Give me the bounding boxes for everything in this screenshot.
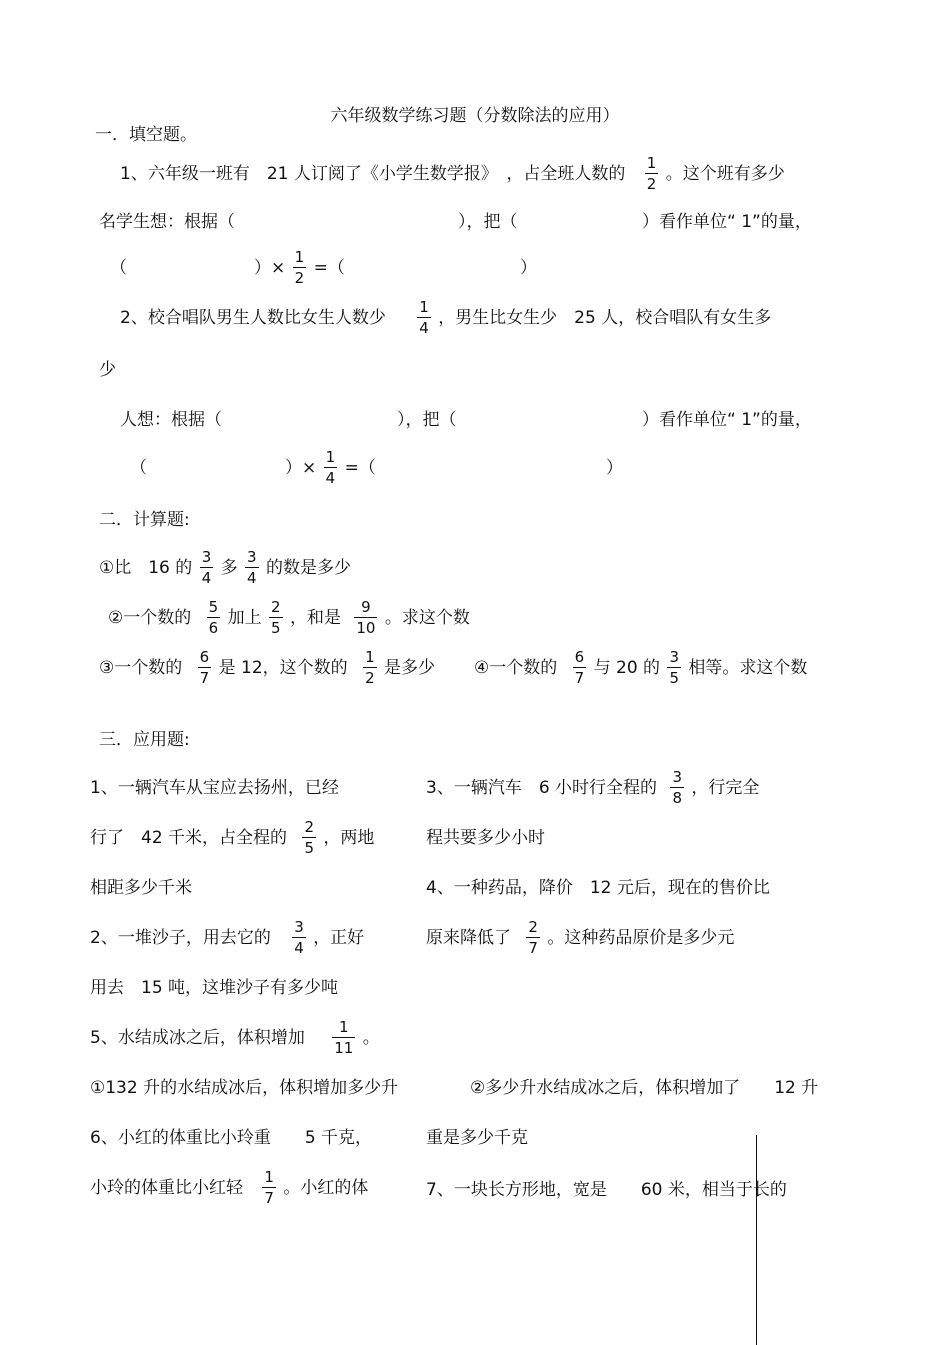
vertical-divider [756,1135,757,1345]
fraction-numerator: 3 [672,768,682,786]
fill-q1-text-b: 。这个班有多少 [665,163,785,184]
fill-q2-text-a: 2、校合唱队男生人数比女生人数少 [120,307,386,328]
fraction [198,648,212,687]
fill-q2-line1 [120,298,771,337]
fraction-denominator: 11 [334,1039,354,1057]
fill-q1-c1: 名学生想：根据（ [99,212,235,232]
fill-q2-times: ）× [285,457,317,478]
fraction-bar [198,667,212,668]
calc-q2-c: ，和是 [289,607,341,628]
fraction-numerator: 3 [247,548,257,566]
apply-q4-line1: 4、一种药品，降价 12 元后，现在的售价比 [426,878,770,898]
fraction [262,1168,276,1207]
fraction-numerator: 1 [325,448,336,466]
fraction [200,548,214,587]
fraction-denominator: 6 [208,619,219,637]
fraction-denominator: 4 [419,319,429,337]
fraction-bar [292,937,306,938]
fraction-numerator: 6 [199,648,210,666]
fraction [332,1018,355,1057]
apply-q4-line2 [426,918,734,957]
calc-q3-a: ③一个数的 [99,657,183,678]
fraction-bar [302,837,316,838]
fraction-bar [200,567,214,568]
fill-q1-line3-open: （ [110,258,127,278]
fraction-numerator: 5 [208,598,219,616]
apply-q1-line1: 1、一辆汽车从宝应去扬州，已经 [90,778,339,798]
fraction [302,818,316,857]
apply-q1-line3: 相距多少千米 [90,878,192,898]
fill-q1-text-a: 1、六年级一班有 21 人订阅了《小学生数学报》 ，占全班人数的 [120,163,626,184]
fill-q1-line2 [99,212,235,232]
fill-q2-equals: =（ [344,457,376,478]
apply-q1-line2 [90,818,374,857]
fraction-denominator: 4 [201,569,212,587]
fraction [207,598,221,637]
fraction-bar [269,617,283,618]
fraction-bar [262,1187,276,1188]
apply-q3-line2: 程共要多少小时 [426,828,545,848]
fraction [667,648,681,687]
apply-q5-line1 [90,1018,380,1057]
fraction-bar [207,617,221,618]
fraction-denominator: 4 [294,939,304,957]
calc-q2 [108,598,470,637]
fill-q2-line4-open: （ [130,458,147,478]
fraction-numerator: 3 [669,648,680,666]
apply-q4-c: 。这种药品原价是多少元 [547,927,735,948]
apply-q6-line2: 重是多少千克 [426,1128,528,1148]
fraction-denominator: 8 [672,789,682,807]
fraction-numerator: 6 [574,648,585,666]
calc-q4-a: ④一个数的 [474,657,558,678]
apply-q2-line1 [90,918,364,957]
apply-q3-a: 3、一辆汽车 6 小时行全程的 [426,777,658,798]
fill-q2-line4-close: ） [606,458,623,478]
apply-q6-line3 [90,1168,368,1207]
fraction-denominator: 10 [356,619,376,637]
calc-q4-b: 与 20 的 [593,657,661,678]
fraction [645,154,659,193]
fraction-bar [332,1037,355,1038]
fill-q1-line3-close: ） [520,258,537,278]
fraction-denominator: 4 [325,469,336,487]
fraction-bar [573,667,587,668]
fraction [354,598,377,637]
fraction-bar [324,467,338,468]
fill-q1-times: ）× [254,257,286,278]
fraction-numerator: 1 [419,298,429,316]
fraction-denominator: 7 [199,669,210,687]
fraction-numerator: 2 [528,918,538,936]
fraction-numerator: 3 [294,918,304,936]
fraction-numerator: 2 [271,598,281,616]
fraction [269,598,283,637]
fraction [573,648,587,687]
fraction-bar [293,267,307,268]
apply-q1-c: ，两地 [323,827,375,848]
fraction [526,918,540,957]
apply-q2-a: 2、一堆沙子，用去它的 [90,927,271,948]
section-calc-heading: 二．计算题: [99,510,190,530]
fill-q1-line2-b: ），把（ [458,212,518,232]
fraction-denominator: 2 [365,669,375,687]
calc-q1-a: ①比 16 的 [99,557,193,578]
apply-q6-d: 。小红的体 [283,1177,369,1198]
apply-q6-line1: 6、小红的体重比小玲重 5 千克， [90,1128,373,1148]
fraction-numerator: 1 [365,648,375,666]
calc-q2-d: 。求这个数 [384,607,470,628]
fraction [324,448,338,487]
calc-q3-b: 是 12，这个数的 [218,657,348,678]
section-apply-heading: 三．应用题: [99,730,190,750]
fraction-bar [526,937,540,938]
fraction-denominator: 7 [528,939,538,957]
apply-q5-sub2: ②多少升水结成冰之后，体积增加了 12 升 [470,1078,819,1098]
fraction-denominator: 2 [646,175,657,193]
fraction-numerator: 1 [339,1018,349,1036]
fraction [670,768,684,807]
section-fill-heading: 一．填空题。 [95,125,197,145]
fill-q1-equals: =（ [313,257,345,278]
fraction-numerator: 1 [264,1168,274,1186]
calc-q1-b: 多 [220,557,238,578]
calc-q1 [99,548,351,587]
apply-q5-sub1: ①132 升的水结成冰后，体积增加多少升 [90,1078,399,1098]
fill-q1-line1 [120,154,785,193]
fraction-bar [245,567,259,568]
apply-q3-b: ，行完全 [691,777,760,798]
apply-q7-line1: 7、一块长方形地，宽是 60 米，相当于长的 [426,1180,787,1200]
calc-q2-b: 加上 [227,607,262,628]
fraction-numerator: 9 [361,598,371,616]
apply-q3-line1 [426,768,759,807]
fraction-numerator: 1 [294,248,305,266]
fraction-bar [417,317,431,318]
fraction [363,648,377,687]
fill-q2-text-b: ，男生比女生少 25 人，校合唱队有女生多 [438,307,772,328]
calc-q4-c: 相等。求这个数 [688,657,808,678]
fraction-denominator: 5 [669,669,680,687]
fraction-bar [667,667,681,668]
fraction-numerator: 1 [646,154,657,172]
apply-q1-b: 行了 42 千米，占全程的 [90,827,288,848]
apply-q4-b: 原来降低了 [426,927,511,948]
apply-q5-b: 。 [362,1027,380,1048]
fraction-denominator: 7 [264,1189,274,1207]
fraction-bar [354,617,377,618]
fraction-numerator: 2 [304,818,314,836]
apply-q2-b: ，正好 [313,927,365,948]
calc-q1-c: 的数是多少 [266,557,351,578]
fraction-denominator: 5 [304,839,314,857]
fill-q1-line3-mid [254,248,345,287]
apply-q6-c: 小玲的体重比小红轻 [90,1177,243,1198]
fraction-denominator: 2 [294,269,305,287]
apply-q2-line2: 用去 15 吨，这堆沙子有多少吨 [90,978,339,998]
apply-q5-a: 5、水结成冰之后，体积增加 [90,1027,305,1048]
fill-q2-line4-mid [285,448,376,487]
fill-q2-line2: 少 [99,360,116,380]
fraction [245,548,259,587]
fill-q2-line3-b: ），把（ [397,410,457,430]
calc-q3-c: 是多少 [384,657,436,678]
fraction-denominator: 4 [247,569,257,587]
calc-q2-a: ②一个数的 [108,607,192,628]
calc-q4 [474,648,807,687]
fraction [293,248,307,287]
page-title: 六年级数学练习题（分数除法的应用） [330,106,620,126]
fraction [417,298,431,337]
fraction-denominator: 5 [271,619,281,637]
fraction [292,918,306,957]
calc-q3 [99,648,435,687]
fill-q1-line2-c: ）看作单位“ 1”的量， [642,212,812,232]
fraction-bar [670,787,684,788]
fraction-bar [363,667,377,668]
fill-q2-line3-c: ）看作单位“ 1”的量， [642,410,812,430]
fill-q2-line3-a: 人想：根据（ [120,410,222,430]
fraction-bar [645,173,659,174]
fraction-numerator: 3 [201,548,212,566]
fraction-denominator: 7 [574,669,585,687]
